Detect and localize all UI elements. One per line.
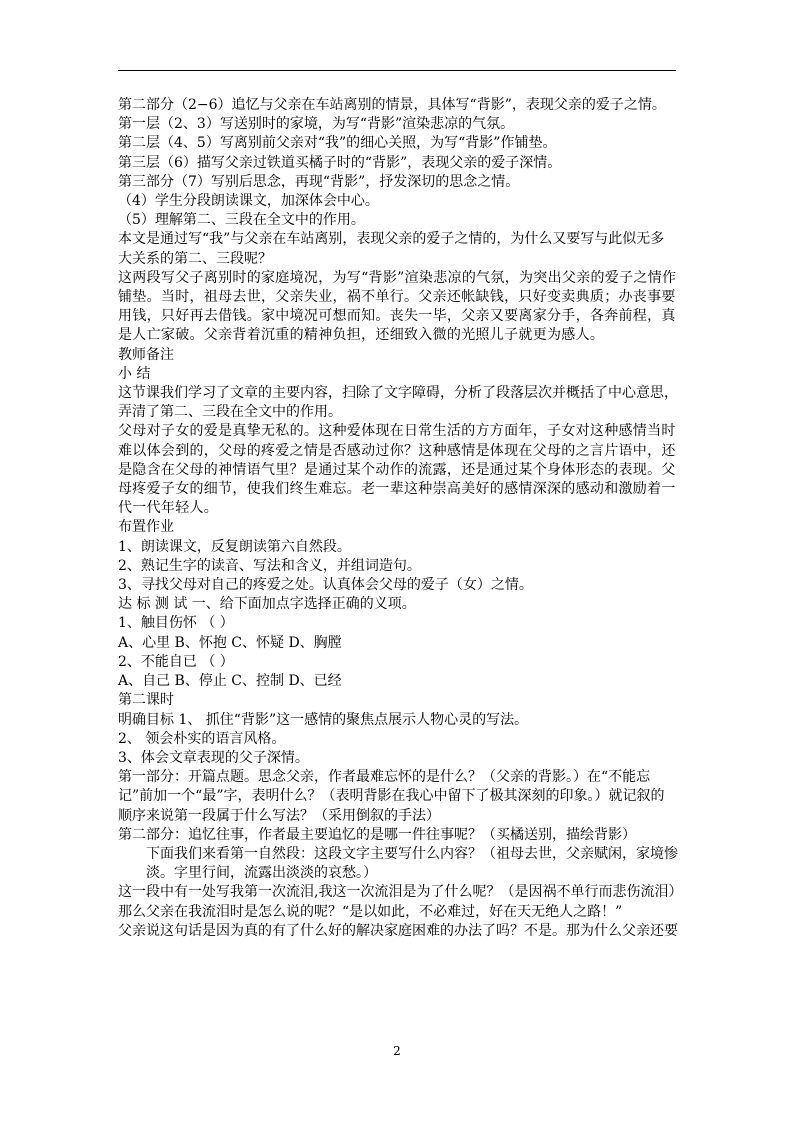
text-line: 本文是通过写“我”与父亲在车站离别，表现父亲的爱子之情的，为什么又要写与此似无多大关系的第二、三段呢？	[118, 231, 665, 267]
text-line: 第三层（6）描写父亲过铁道买橘子时的“背影”，表现父亲的爱子深情。	[118, 154, 562, 171]
text-line: 这一段中有一处写我第一次流泪,我这一次流泪是为了什么呢？（是因祸不单行而悲伤流泪）那么父亲在我流泪时是怎么说的呢？“是以如此，不必难过，好在天无绝人之路！”	[118, 884, 676, 920]
section-label: 第二课时	[118, 692, 174, 709]
text-line: 下面我们来看第一自然段：这段文字主要写什么内容？（祖母去世，父亲赋闲，家境惨淡。字里行间，流露出淡淡的哀愁。）	[146, 845, 678, 882]
text-line: 这节课我们学习了文章的主要内容，扫除了文字障碍，分析了段落层次并概括了中心意思，弄清了第二、三段在全文中的作用。	[118, 385, 678, 421]
text-line: 第二部分：追忆往事，作者最主要追忆的是哪一件往事呢？（买橘送别，描绘背影）	[118, 826, 636, 843]
text-line: 明确目标 1、 抓住“背影”这一感情的聚焦点展示人物心灵的写法。	[118, 711, 529, 728]
page-number: 2	[393, 1044, 401, 1058]
list-item: 3、寻找父母对自己的疼爱之处。认真体会父母的爱子（女）之情。	[118, 577, 533, 594]
text-line: 第三部分（7）写别后思念，再现“背影”，抒发深切的思念之情。	[118, 173, 520, 190]
text-line: 这两段写父子离别时的家庭境况，为写“背影”渲染悲凉的气氛，为突出父亲的爱子之情作铺垫。当时，祖母去世，父亲失业，祸不单行。父亲还帐缺钱，只好变卖典质；办丧事要用钱，只好再去借钱。家中境况可想而知。丧失一毕，父亲又要离家分手，各奔前程，真是人亡家破。父亲背着沉重的精神负担，还细致入微的光照儿子就更为感人。	[118, 269, 677, 344]
text-line: 第一层（2、3）写送别时的家境，为写“背影”渲染悲凉的气氛。	[118, 116, 515, 133]
text-line: （4）学生分段朗读课文，加深体会中心。	[118, 193, 379, 210]
section-label: 布置作业	[118, 519, 174, 536]
text-line: 父亲说这句话是因为真的有了什么好的解决家庭困难的办法了吗？不是。那为什么父亲还要	[118, 922, 678, 939]
text-line: 第二部分（2−6）追忆与父亲在车站离别的情景，具体写“背影”，表现父亲的爱子之情。	[118, 97, 666, 113]
section-label: 小 结	[118, 365, 151, 382]
list-item: 1、朗读课文，反复朗读第六自然段。	[118, 538, 351, 555]
list-item: 2、 领会朴实的语言风格。	[118, 730, 286, 747]
text-line: 第二层（4、5）写离别前父亲对“我”的细心关照，为写“背影”作铺垫。	[118, 135, 557, 152]
answer-options: A、心里 B、怀抱 C、怀疑 D、胸膛	[118, 634, 342, 651]
text-line: 达 标 测 试 一、给下面加点字选择正确的义项。	[118, 596, 416, 613]
text-line: （5）理解第二、三段在全文中的作用。	[118, 212, 365, 229]
header-rule	[118, 70, 676, 71]
answer-options: A、自己 B、停止 C、控制 D、已经	[118, 673, 342, 690]
section-label: 教师备注	[118, 346, 174, 363]
text-line: 第一部分：开篇点题。思念父亲，作者最难忘怀的是什么？（父亲的背影。）在“不能忘记”前加一个“最”字，表明什么？（表明背影在我心中留下了极其深刻的印象。）就记叙的顺序来说第一段属于什么写法？（采用倒叙的手法）	[118, 769, 665, 824]
list-item: 2、熟记生字的读音、写法和含义，并组词造句。	[118, 557, 421, 574]
question: 2、不能自已 （ ）	[118, 653, 234, 670]
document-body	[118, 96, 678, 941]
list-item: 3、体会文章表现的父子深情。	[118, 749, 309, 766]
text-line: 父母对子女的爱是真挚无私的。这种爱体现在日常生活的方方面年，子女对这种感情当时难以体会到的，父母的疼爱之情是否感动过你？这种感情是体现在父母的之言片语中，还是隐含在父母的神情语气里？是通过某个动作的流露，还是通过某个身体形态的表现。父母疼爱子女的细节，使我们终生难忘。老一辈这种崇高美好的感情深深的感动和激励着一代一代年轻人。	[118, 423, 676, 517]
question: 1、触目伤怀 （ ）	[118, 615, 234, 632]
